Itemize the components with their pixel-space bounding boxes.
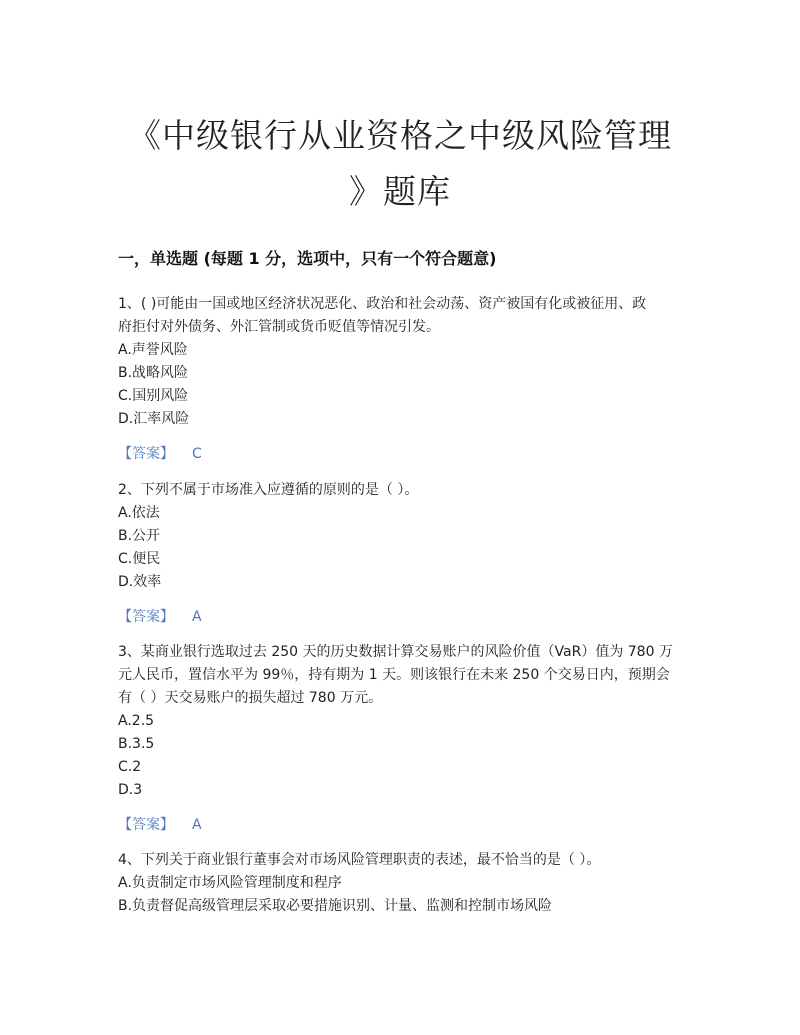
question-option: C.2 [118,759,142,775]
question-option: C.便民 [118,551,161,567]
question-option: A.声誉风险 [118,342,188,358]
question-4 [118,849,684,918]
title-line-2: 》题库 [349,172,451,211]
question-option: A.依法 [118,505,160,521]
document-title [100,108,700,220]
answer-label: 【答案】 [118,817,174,833]
question-option: A.负责制定市场风险管理制度和程序 [118,875,342,891]
answer-1 [118,443,202,463]
answer-3 [118,814,202,834]
question-option: D.汇率风险 [118,411,190,427]
question-option: D.3 [118,782,143,798]
question-1 [118,293,684,431]
question-stem: 2、下列不属于市场准入应遵循的原则的是（ ）。 [118,482,419,498]
question-option: B.3.5 [118,736,155,752]
question-stem: 有（ ）天交易账户的损失超过 780 万元。 [118,690,383,706]
question-option: B.公开 [118,528,161,544]
question-stem: 4、下列关于商业银行董事会对市场风险管理职责的表述，最不恰当的是（ ）。 [118,852,601,868]
question-2 [118,479,684,594]
answer-label: 【答案】 [118,609,174,625]
question-option: A.2.5 [118,713,155,729]
answer-label: 【答案】 [118,446,174,462]
question-stem: 3、某商业银行选取过去 250 天的历史数据计算交易账户的风险价值（VaR）值为 780 万 [118,644,673,660]
answer-value: A [192,817,202,833]
answer-value: A [192,609,202,625]
question-stem: 府拒付对外债务、外汇管制或货币贬值等情况引发。 [118,319,440,335]
section-heading: 一，单选题 (每题 1 分，选项中，只有一个符合题意) [118,249,497,268]
question-stem: 1、( )可能由一国或地区经济状况恶化、政治和社会动荡、资产被国有化或被征用、政 [118,296,647,312]
question-3 [118,641,684,802]
answer-2 [118,606,202,626]
title-line-1: 《中级银行从业资格之中级风险管理 [128,116,672,155]
question-option: B.负责督促高级管理层采取必要措施识别、计量、监测和控制市场风险 [118,898,553,914]
question-option: C.国别风险 [118,388,189,404]
question-option: B.战略风险 [118,365,189,381]
answer-value: C [192,446,202,462]
question-option: D.效率 [118,574,162,590]
question-stem: 元人民币，置信水平为 99％，持有期为 1 天。则该银行在未来 250 个交易日内，预期会 [118,667,670,683]
